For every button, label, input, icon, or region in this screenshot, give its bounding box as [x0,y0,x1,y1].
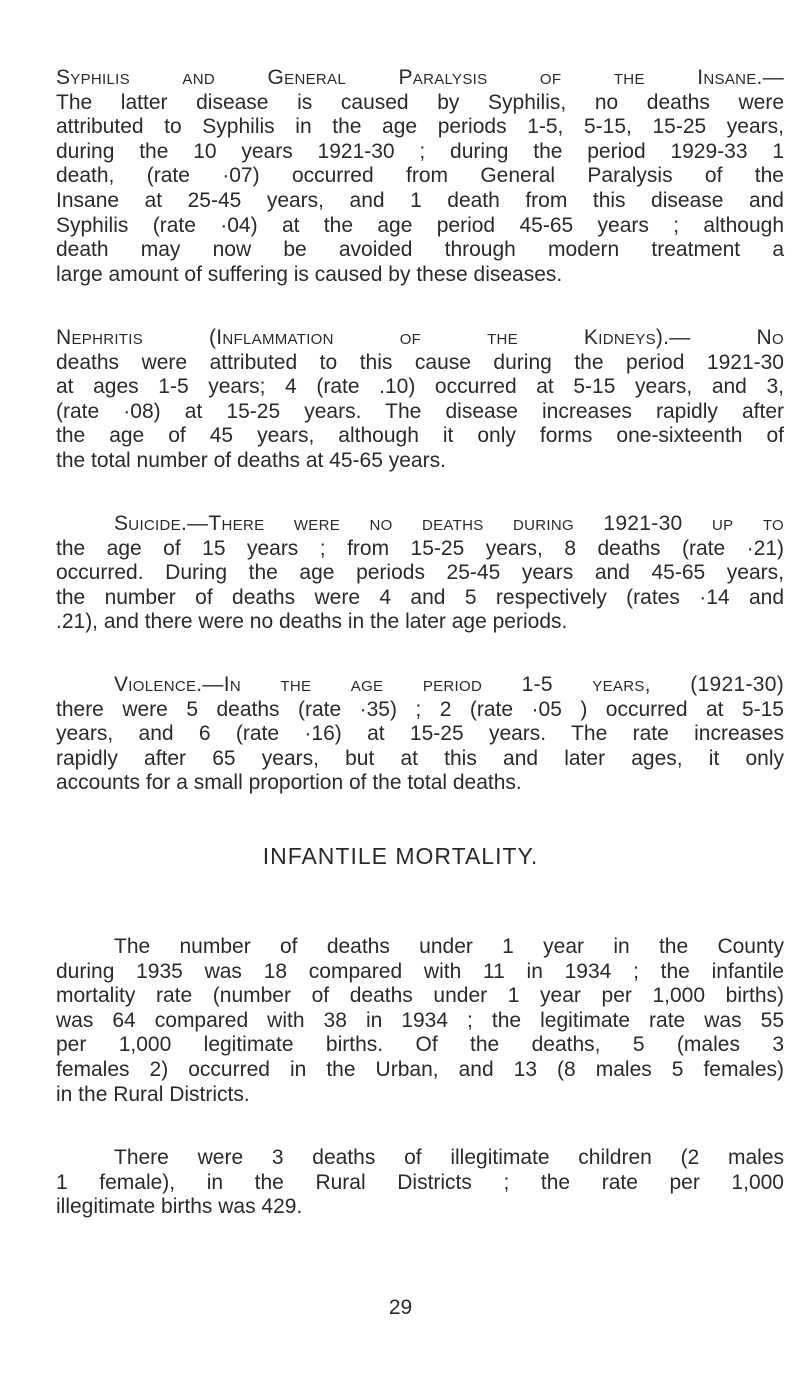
paragraph-line: the age of 15 years ; from 15-25 years, 8 deaths (rate ·21) [56,536,784,560]
paragraph-line: The number of deaths under 1 year in the County [114,935,784,958]
paragraph-line: per 1,000 legitimate births. Of the deaths, 5 (males 3 [56,1033,784,1057]
paragraph-line: illegitimate births was 429. [56,1195,303,1219]
paragraph-line: during 1935 was 18 compared with 11 in 1934 ; the infantile [56,959,784,983]
paragraph-line: deaths were attributed to this cause during the period 1921-30 [56,350,784,374]
violence-lead: Violence.—In the age period 1-5 years, (1921-30) [114,673,784,696]
paragraph-line: at ages 1-5 years; 4 (rate .10) occurred at 5-15 years, and 3, [56,375,784,399]
paragraph-line: attributed to Syphilis in the age periods 1-5, 5-15, 15-25 years, [56,115,784,139]
paragraph-line: mortality rate (number of deaths under 1 year per 1,000 births) [56,984,784,1008]
paragraph-line: There were 3 deaths of illegitimate children (2 males [114,1146,784,1169]
suicide-lead: Suicide.—There were no deaths during 1921-30 up to [114,512,784,535]
paragraph-line [56,673,784,698]
paragraph-line: .21), and there were no deaths in the later age periods. [56,610,568,634]
paragraph-line: Syphilis and General Paralysis of the Insane.— [56,66,784,89]
paragraph-line: years, and 6 (rate ·16) at 15-25 years. The rate increases [56,722,784,746]
paragraph-line: the number of deaths were 4 and 5 respectively (rates ·14 and [56,585,784,609]
paragraph-line: Syphilis (rate ·04) at the age period 45-65 years ; although [56,213,784,237]
paragraph-line: in the Rural Districts. [56,1082,250,1106]
paragraph-infantile-1 [56,935,784,1107]
paragraph-suicide [56,512,784,635]
paragraph-line: Insane at 25-45 years, and 1 death from this disease and [56,188,784,212]
paragraph-line: the age of 45 years, although it only forms one-sixteenth of [56,424,784,448]
paragraph-line: was 64 compared with 38 in 1934 ; the legitimate rate was 55 [56,1008,784,1032]
paragraph-line: large amount of suffering is caused by these diseases. [56,262,563,286]
paragraph-nephritis [56,326,784,474]
paragraph-line: 1 female), in the Rural Districts ; the rate per 1,000 [56,1170,784,1194]
paragraph-line: during the 10 years 1921-30 ; during the period 1929-33 1 [56,139,784,163]
paragraph-infantile-2 [56,1146,784,1220]
paragraph-line: death, (rate ·07) occurred from General Paralysis of the [56,164,784,188]
paragraph-syphilis [56,66,784,287]
paragraph-line: there were 5 deaths (rate ·35) ; 2 (rate ·05 ) occurred at 5-15 [56,697,784,721]
paragraph-violence [56,673,784,796]
paragraph-line: (rate ·08) at 15-25 years. The disease increases rapidly after [56,399,784,423]
paragraph-line: accounts for a small proportion of the total deaths. [56,771,522,795]
paragraph-line: death may now be avoided through modern treatment a [56,238,784,262]
section-heading: INFANTILE MORTALITY. [262,843,539,869]
paragraph-line [56,326,784,351]
page-number: 29 [388,1296,413,1319]
paragraph-line: the total number of deaths at 45-65 years. [56,448,446,472]
paragraph-line: females 2) occurred in the Urban, and 13 (8 males 5 females) [56,1057,784,1081]
paragraph-line: occurred. During the age periods 25-45 years and 45-65 years, [56,561,784,585]
paragraph-line: The latter disease is caused by Syphilis, no deaths were [56,90,784,114]
paragraph-line: rapidly after 65 years, but at this and later ages, it only [56,746,784,770]
paragraph-line [56,512,784,537]
nephritis-lead: Nephritis (Inflammation of the Kidneys).— No [56,326,784,349]
